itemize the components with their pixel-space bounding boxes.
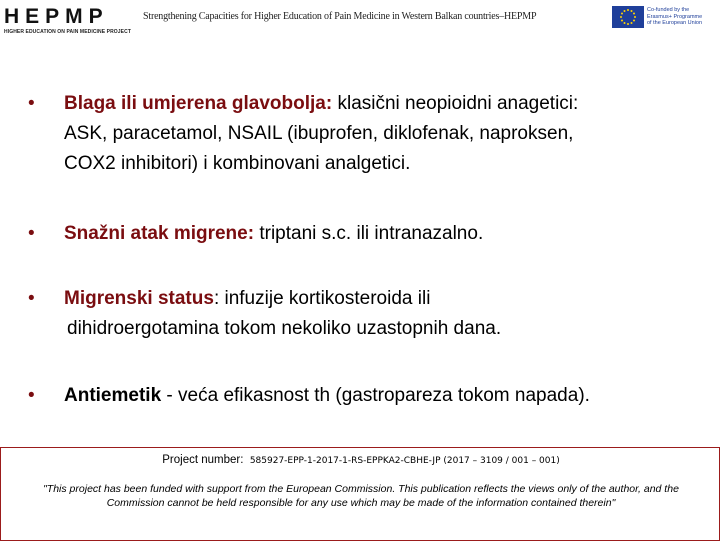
eu-erasmus-logo (612, 6, 714, 30)
item-4-heading: Antiemetik (64, 385, 162, 406)
eu-flag-icon (612, 6, 644, 28)
item-1-heading: Blaga ili umjerena glavobolja: (64, 93, 333, 114)
list-item-4 (64, 381, 704, 411)
item-1-text-line3: COX2 inhibitori) i kombinovani analgetici. (64, 153, 411, 174)
eu-text: Co-funded by the Erasmus+ Programme of the European Union (647, 7, 703, 26)
bullet-3: • (28, 288, 35, 309)
header-title: Strengthening Capacities for Higher Education of Pain Medicine in Western Balkan countries–HEPMP (143, 11, 537, 22)
item-3-heading: Migrenski status (64, 288, 214, 309)
item-3-text-line1: : infuzije kortikosteroida ili (213, 288, 431, 309)
project-number: 585927-EPP-1-2017-1-RS-EPPKA2-CBHE-JP (2017 – 3109 / 001 – 001) (249, 456, 560, 466)
bullet-2: • (28, 223, 35, 244)
footer (0, 447, 720, 541)
list-item-2 (64, 219, 704, 249)
project-number-line (1, 454, 720, 466)
disclaimer: "This project has been funded with support from the European Commission. This publication reflects the views only of the author, and the Commission cannot be held responsible for any use which may be made of the information contained therein" (43, 483, 679, 509)
item-3-text-line2: dihidroergotamina tokom nekoliko uzastopnih dana. (67, 318, 502, 339)
hepmp-logo (4, 6, 134, 38)
list-item-3 (64, 284, 704, 344)
bullet-1: • (28, 93, 35, 114)
bullet-4: • (28, 385, 35, 406)
item-1-text-line1: klasični neopioidni anagetici: (332, 93, 579, 114)
logo-subtitle: HIGHER EDUCATION ON PAIN MEDICINE PROJECT (4, 29, 131, 35)
item-2-text: triptani s.c. ili intranazalno. (254, 223, 484, 244)
item-4-text: - veća efikasnost th (gastropareza tokom napada). (161, 385, 590, 406)
list-item-1 (64, 89, 704, 179)
item-2-heading: Snažni atak migrene: (64, 223, 255, 244)
item-1-text-line2: ASK, paracetamol, NSAIL (ibuprofen, diklofenak, naproksen, (64, 123, 574, 144)
header (0, 0, 720, 42)
project-label: Project number: (162, 454, 244, 466)
logo-text: HEPMP (4, 5, 109, 28)
